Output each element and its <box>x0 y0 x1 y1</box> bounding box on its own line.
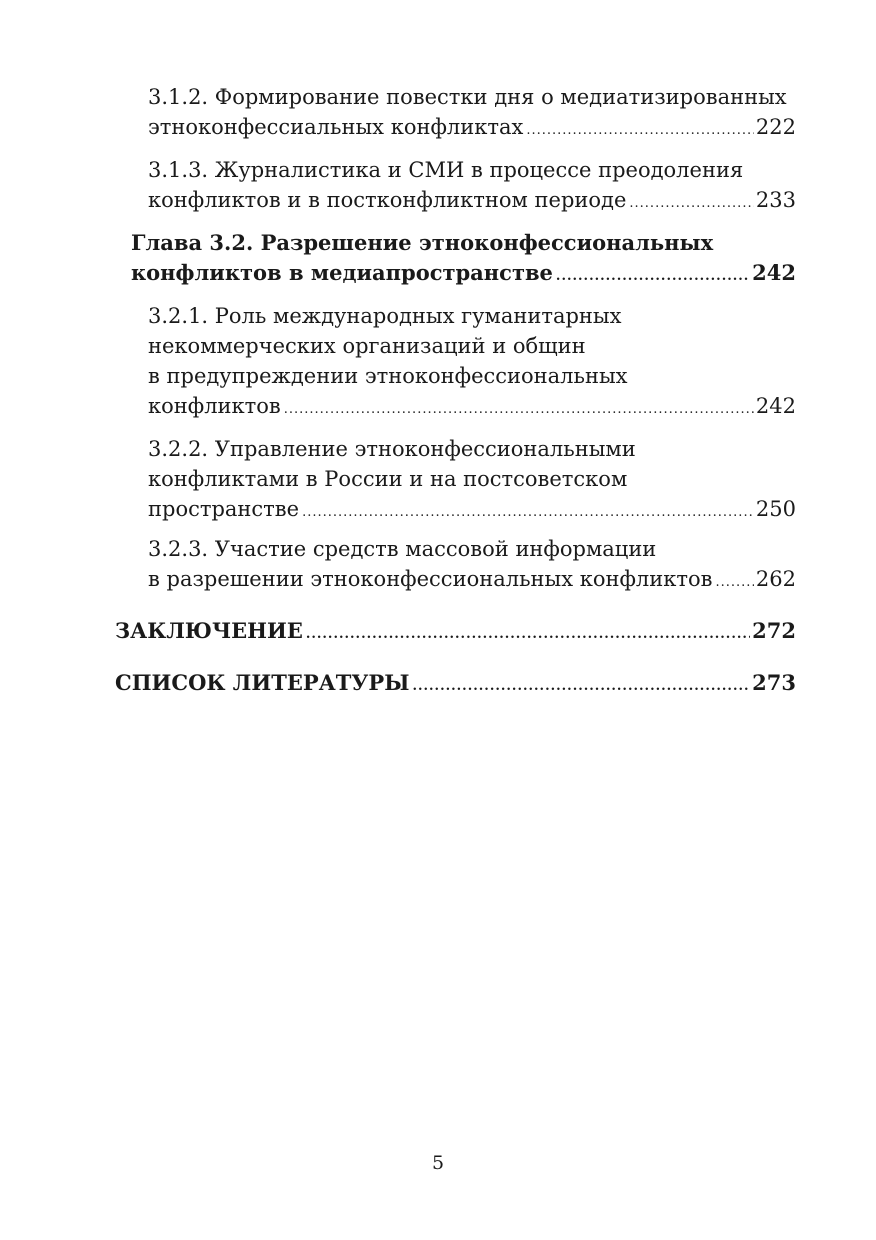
toc-section-title: ЗАКЛЮЧЕНИЕ <box>115 618 303 643</box>
toc-entry-title-line: 3.1.3. Журналистика и СМИ в процессе преодоления <box>148 158 744 182</box>
toc-entry-title-line: 3.1.2. Формирование повестки дня о медиатизированных <box>148 85 787 109</box>
toc-entry-last-line <box>148 112 796 146</box>
toc-entry-last-line <box>148 185 796 219</box>
toc-entry-3-1-2 <box>148 82 796 146</box>
toc-entry-title-line: 3.2.1. Роль международных гуманитарных <box>148 304 622 328</box>
page-number: 5 <box>431 1152 445 1174</box>
toc-entry-3-2-1 <box>148 301 796 425</box>
toc-chapter-3-2 <box>131 228 796 292</box>
dot-leader <box>284 395 754 425</box>
toc-page-number: 242 <box>752 260 796 285</box>
toc-page-number: 272 <box>752 618 796 643</box>
table-of-contents <box>0 82 876 702</box>
toc-entry-title-line: 3.2.3. Участие средств массовой информации <box>148 537 657 561</box>
dot-leader <box>302 498 754 528</box>
toc-entry-last-line <box>115 668 796 702</box>
toc-page-number: 233 <box>755 188 796 212</box>
toc-entry-last-line <box>148 494 796 528</box>
toc-entry-title-line: некоммерческих организаций и общин <box>148 334 586 358</box>
toc-entry-last-line <box>115 616 796 650</box>
toc-entry-last-line <box>148 391 796 425</box>
dot-leader <box>556 262 750 292</box>
toc-entry-title-end: этноконфессиальных конфликтах <box>148 115 524 139</box>
toc-entry-last-line <box>131 258 796 292</box>
toc-references <box>115 668 796 702</box>
toc-entry-last-line <box>148 564 796 598</box>
toc-entry-3-1-3 <box>148 155 796 219</box>
toc-entry-title-end: пространстве <box>148 497 300 521</box>
dot-leader <box>715 568 753 598</box>
dot-leader <box>412 672 750 702</box>
dot-leader <box>526 116 754 146</box>
toc-conclusion <box>115 616 796 650</box>
toc-entry-title-line: в предупреждении этноконфессиональных <box>148 364 628 388</box>
toc-page-number: 242 <box>755 394 796 418</box>
toc-chapter-title-line: Глава 3.2. Разрешение этноконфессиональных <box>131 230 714 255</box>
toc-page-number: 222 <box>755 115 796 139</box>
toc-entry-title-end: конфликтов и в постконфликтном периоде <box>148 188 627 212</box>
toc-entry-3-2-3 <box>148 534 796 598</box>
toc-entry-title-end: конфликтов <box>148 394 281 418</box>
toc-page-number: 262 <box>755 567 796 591</box>
toc-section-title: СПИСОК ЛИТЕРАТУРЫ <box>115 670 410 695</box>
toc-page-number: 273 <box>752 670 796 695</box>
dot-leader <box>306 620 750 650</box>
toc-chapter-title-end: конфликтов в медиапространстве <box>131 260 553 285</box>
toc-entry-title-line: конфликтами в России и на постсоветском <box>148 467 628 491</box>
dot-leader <box>629 189 754 219</box>
toc-entry-title-line: 3.2.2. Управление этноконфессиональными <box>148 437 636 461</box>
toc-page-number: 250 <box>755 497 796 521</box>
toc-entry-3-2-2 <box>148 434 796 528</box>
toc-entry-title-end: в разрешении этноконфессиональных конфликтов <box>148 567 713 591</box>
